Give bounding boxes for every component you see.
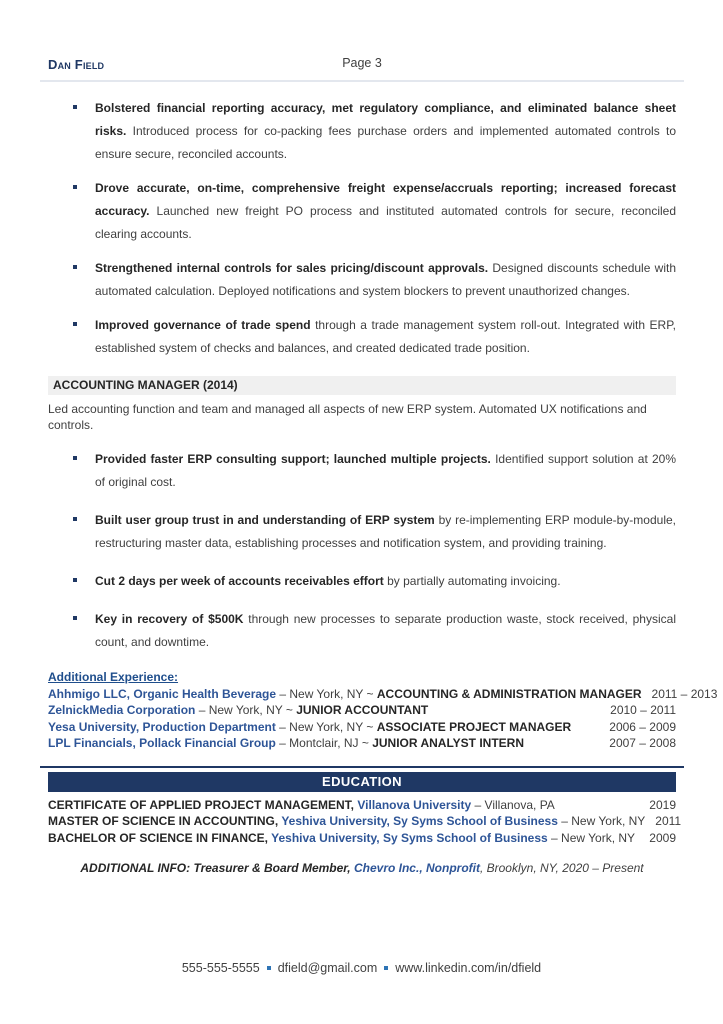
experience-years: 2010 – 2011 — [610, 703, 676, 717]
education-year: 2009 — [649, 830, 676, 845]
separator-square-icon — [267, 966, 271, 970]
page-number: Page 3 — [342, 56, 382, 70]
bullet-item — [48, 570, 676, 593]
education-divider — [40, 766, 684, 768]
experience-location: – New York, NY ~ — [276, 686, 377, 701]
experience-entry — [48, 735, 599, 752]
bullet-item — [48, 314, 676, 360]
bullet-text — [95, 570, 676, 593]
bullet-body: Introduced process for co-packing fees purchase orders and implemented automated controls to ensure secure, reconciled accounts. — [95, 124, 676, 161]
bullet-square-icon — [73, 616, 77, 620]
bullet-lead: Built user group trust in and understanding of ERP system — [95, 513, 435, 527]
bullet-text — [95, 314, 676, 360]
school-location: – New York, NY — [547, 830, 636, 845]
role1-bullet-list — [48, 97, 676, 360]
education-row — [48, 813, 682, 830]
bullet-item — [48, 448, 676, 494]
experience-years: 2007 – 2008 — [609, 736, 676, 750]
role-summary: Led accounting function and team and managed all aspects of new ERP system. Automated UX notifications and controls. — [48, 402, 647, 432]
bullet-item — [48, 97, 676, 166]
bullet-text — [95, 97, 676, 166]
bullet-square-icon — [73, 265, 77, 269]
experience-entry — [48, 686, 642, 703]
additional-experience-section — [48, 669, 718, 752]
experience-years: 2006 – 2009 — [609, 719, 676, 734]
education-year: 2011 — [655, 814, 682, 828]
role-section-header: ACCOUNTING MANAGER (2014) — [48, 376, 676, 395]
separator-square-icon — [384, 966, 388, 970]
school-link[interactable]: Villanova University — [357, 797, 472, 812]
bullet-lead: Drove accurate, on-time, comprehensive freight expense/accruals reporting; increased forecast accuracy. — [95, 181, 676, 218]
footer-phone: 555-555-5555 — [181, 961, 260, 975]
bullet-item — [48, 608, 676, 654]
experience-location: – Montclair, NJ ~ — [275, 736, 373, 750]
experience-row — [48, 702, 676, 719]
bullet-item — [48, 257, 676, 303]
experience-location: – New York, NY ~ — [275, 719, 377, 734]
bullet-lead: Improved governance of trade spend — [95, 318, 311, 332]
additional-experience-heading: Additional Experience: — [48, 670, 179, 684]
page-footer — [0, 961, 723, 975]
degree-name: BACHELOR OF SCIENCE IN FINANCE, — [48, 830, 272, 845]
bullet-lead: Key in recovery of $500K — [95, 612, 244, 626]
bullet-lead: Provided faster ERP consulting support; launched multiple projects. — [95, 452, 491, 466]
experience-title: ASSOCIATE PROJECT MANAGER — [376, 719, 572, 734]
school-link[interactable]: Yeshiva University, Sy Syms School of Business — [271, 830, 548, 845]
experience-entry — [48, 719, 599, 736]
bullet-item — [48, 509, 676, 555]
company-link[interactable]: LPL Financials, Pollack Financial Group — [48, 736, 276, 750]
bullet-square-icon — [73, 322, 77, 326]
footer-linkedin-link[interactable]: www.linkedin.com/in/dfield — [395, 961, 542, 975]
bullet-text — [95, 257, 676, 303]
bullet-text — [95, 448, 676, 494]
bullet-lead: Strengthened internal controls for sales pricing/discount approvals. — [95, 261, 489, 275]
bullet-body: Designed discounts schedule with automated calculation. Deployed notifications and system blockers to prevent unauthorized changes. — [95, 261, 677, 298]
bullet-square-icon — [73, 185, 77, 189]
additional-info-label: ADDITIONAL INFO: Treasurer & Board Member, — [80, 861, 354, 875]
bullet-lead: Bolstered financial reporting accuracy, met regulatory compliance, and eliminated balance sheet risks. — [95, 101, 676, 138]
education-entry — [48, 813, 645, 830]
bullet-square-icon — [73, 456, 77, 460]
education-row — [48, 797, 676, 814]
company-link[interactable]: Ahhmigo LLC, Organic Health Beverage — [48, 686, 277, 701]
experience-row — [48, 719, 676, 736]
bullet-body: by re-implementing ERP module-by-module, restructuring master data, establishing processes and notification system, and providing training. — [95, 513, 676, 550]
experience-title: ACCOUNTING & ADMINISTRATION MANAGER — [376, 686, 642, 701]
education-entry — [48, 830, 639, 847]
header-divider — [40, 80, 684, 82]
experience-entry — [48, 702, 600, 719]
bullet-text — [95, 509, 676, 555]
school-location: – Villanova, PA — [471, 797, 555, 812]
bullet-body: through new processes to separate production waste, stock received, physical count, and downtime. — [95, 612, 676, 649]
bullet-body: by partially automating invoicing. — [383, 574, 561, 588]
company-link[interactable]: ZelnickMedia Corporation — [48, 703, 196, 717]
experience-title: JUNIOR ANALYST INTERN — [372, 736, 525, 750]
company-link[interactable]: Yesa University, Production Department — [48, 719, 276, 734]
experience-row — [48, 686, 718, 703]
bullet-text — [95, 177, 676, 246]
bullet-body: Launched new freight PO process and instituted automated controls for secure, reconciled clearing accounts. — [95, 204, 676, 241]
education-row — [48, 830, 676, 847]
degree-name: MASTER OF SCIENCE IN ACCOUNTING, — [48, 814, 282, 828]
degree-name: CERTIFICATE OF APPLIED PROJECT MANAGEMENT, — [48, 797, 358, 812]
candidate-name: Dan Field — [48, 57, 105, 72]
experience-location: – New York, NY ~ — [195, 703, 297, 717]
experience-row — [48, 735, 676, 752]
role2-bullet-list — [48, 448, 676, 654]
bullet-item — [48, 177, 676, 246]
bullet-square-icon — [73, 578, 77, 582]
school-link[interactable]: Yeshiva University, Sy Syms School of Business — [281, 814, 558, 828]
school-location: – New York, NY — [557, 814, 646, 828]
bullet-body: through a trade management system roll-out. Integrated with ERP, established system of checks and balances, and created dedicated trade position. — [95, 318, 676, 355]
education-list — [48, 797, 682, 847]
experience-years: 2011 – 2013 — [651, 686, 718, 701]
page-header — [48, 56, 676, 72]
education-year: 2019 — [649, 797, 676, 812]
additional-info-line — [48, 861, 676, 875]
bullet-square-icon — [73, 517, 77, 521]
education-section-banner: EDUCATION — [48, 772, 676, 792]
organization-link[interactable]: Chevro Inc., Nonprofit — [353, 861, 480, 875]
experience-title: JUNIOR ACCOUNTANT — [296, 703, 429, 717]
bullet-lead: Cut 2 days per week of accounts receivables effort — [95, 574, 384, 588]
bullet-square-icon — [73, 105, 77, 109]
footer-email-link[interactable]: dfield@gmail.com — [277, 961, 378, 975]
bullet-text — [95, 608, 676, 654]
education-entry — [48, 797, 639, 814]
bullet-body: Identified support solution at 20% of original cost. — [95, 452, 676, 489]
additional-info-rest: , Brooklyn, NY, 2020 – Present — [479, 861, 644, 875]
